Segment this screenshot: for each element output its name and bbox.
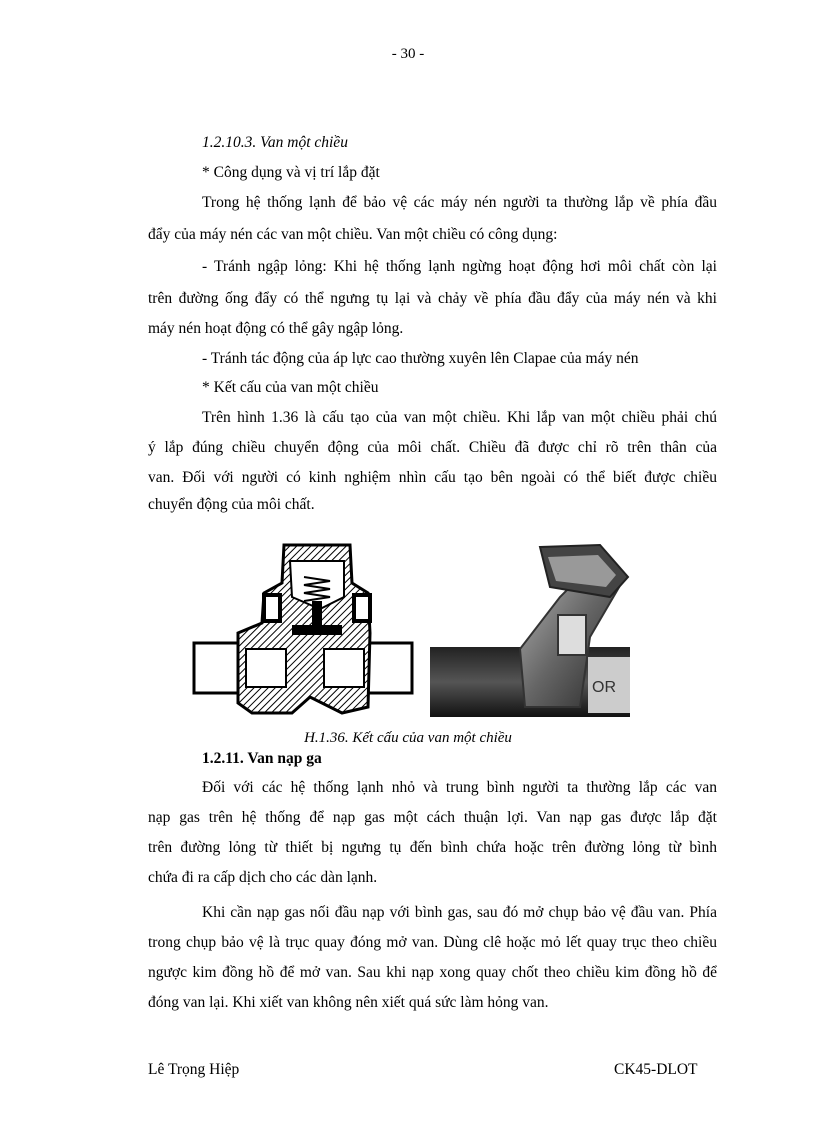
paragraph-line: trên đường lỏng từ thiết bị ngưng tụ đến bình chứa hoặc trên đường lỏng từ bình (148, 839, 717, 856)
paragraph-line: Đối với các hệ thống lạnh nhỏ và trung bình người ta thường lắp các van (202, 779, 717, 796)
paragraph-line: đóng van lại. Khi xiết van không nên xiết quá sức làm hỏng van. (148, 994, 549, 1011)
paragraph-line: nạp gas trên hệ thống để nạp gas một cách thuận lợi. Van nạp gas được lắp đặt (148, 809, 717, 826)
paragraph-line: đẩy của máy nén các van một chiều. Van một chiều có công dụng: (148, 226, 558, 243)
valve-marking: OR (592, 679, 616, 696)
valve-photo (430, 537, 630, 719)
paragraph-line: Trong hệ thống lạnh để bảo vệ các máy nén người ta thường lắp về phía đầu (202, 194, 717, 211)
paragraph-line: máy nén hoạt động có thể gây ngập lỏng. (148, 320, 404, 337)
paragraph-line: ý lắp đúng chiều chuyển động của môi chất. Chiều đã được chỉ rõ trên thân của (148, 439, 717, 456)
paragraph-line: Trên hình 1.36 là cấu tạo của van một chiều. Khi lắp van một chiều phải chú (202, 409, 717, 426)
paragraph-line: Khi cần nạp gas nối đầu nạp với bình gas, sau đó mở chụp bảo vệ đầu van. Phía (202, 904, 717, 921)
usage-heading: * Công dụng và vị trí lắp đặt (202, 164, 380, 181)
structure-heading: * Kết cấu của van một chiều (202, 379, 379, 396)
figure-caption: H.1.36. Kết cấu của van một chiều (304, 730, 512, 746)
valve-cross-section-drawing (192, 537, 414, 719)
page-number: - 30 - (391, 46, 425, 62)
section-title: 1.2.10.3. Van một chiều (202, 134, 348, 151)
paragraph-line: chuyển động của môi chất. (148, 496, 315, 513)
footer-class-code: CK45-DLOT (614, 1061, 698, 1078)
paragraph-line: trên đường ống đẩy có thể ngưng tụ lại và chảy về phía đầu đẩy của máy nén và khi (148, 290, 717, 307)
paragraph-line: - Tránh tác động của áp lực cao thường xuyên lên Clapae của máy nén (202, 350, 639, 367)
paragraph-line: chứa đi ra cấp dịch cho các dàn lạnh. (148, 869, 378, 886)
paragraph-line: van. Đối với người có kinh nghiệm nhìn cấu tạo bên ngoài có thể biết được chiều (148, 469, 717, 486)
footer-author: Lê Trọng Hiệp (148, 1061, 240, 1078)
paragraph-line: ngược kim đồng hồ để mở van. Sau khi nạp xong quay chốt theo chiều kim đồng hồ để (148, 964, 717, 981)
paragraph-line: - Tránh ngập lỏng: Khi hệ thống lạnh ngừng hoạt động hơi môi chất còn lại (202, 258, 717, 275)
section-heading: 1.2.11. Van nạp ga (202, 750, 322, 767)
paragraph-line: trong chụp bảo vệ là trục quay đóng mở van. Dùng clê hoặc mỏ lết quay trục theo chiều (148, 934, 717, 951)
